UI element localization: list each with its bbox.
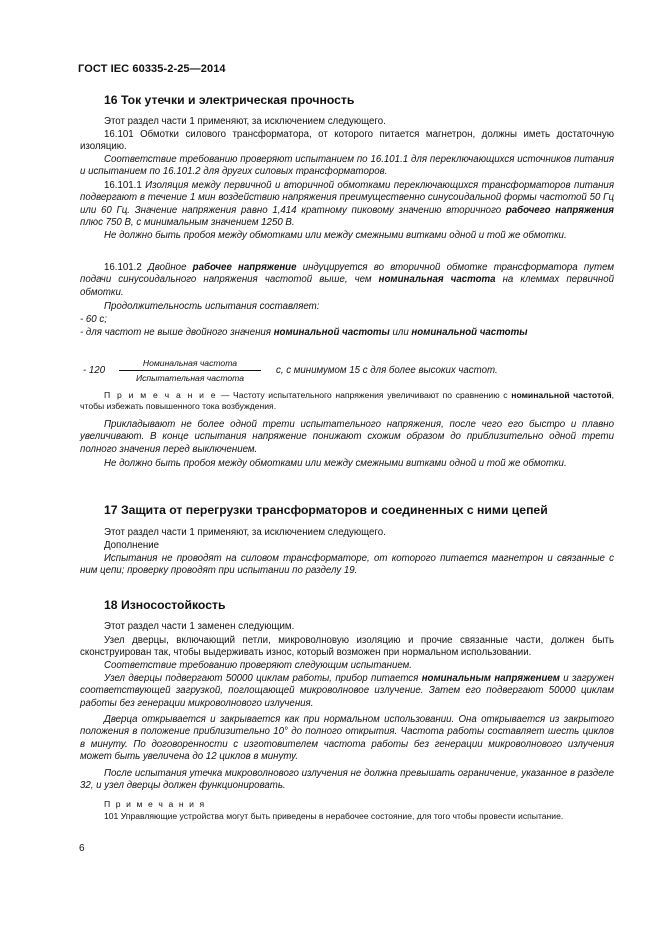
text-run: на клеммах первичной обмотки. bbox=[80, 274, 615, 298]
text-run: индуцируется во вторичной обмотке трансформатора путем подачи синусоидального напряжения частотой выше, чем bbox=[80, 262, 615, 286]
section-17-title: 17 Защита от перегрузки трансформаторов и соединенных с ними цепей bbox=[104, 503, 548, 517]
s17-paragraph-3: Испытания не проводят на силовом трансформаторе, от которого питается магнетрон и связанные с ним цепи; проверку проводят при испытании по разделу 19. bbox=[80, 553, 614, 577]
formula-numerator: Номинальная частота bbox=[142, 358, 238, 368]
s16-note bbox=[80, 390, 614, 412]
note-label: П р и м е ч а н и е bbox=[104, 390, 218, 400]
s18-paragraph-6: После испытания утечка микроволнового излучения не должна превышать ограничение, указанное в разделе 32, и узел дверцы должен функционировать. bbox=[80, 768, 614, 792]
text-run: - для частот не выше двойного значения bbox=[80, 327, 274, 338]
text-run: Изоляция между первичной и вторичной обмотками переключающихся трансформаторов питания подвергают в течение 1 мин воздействию напряжения преимущественно синусоидальной формы частотой 50 Гц или 60 Гц. Значение напряжения равно 1,414 кратному пиковому значению вторичного bbox=[80, 180, 614, 216]
s18-paragraph-4 bbox=[80, 673, 614, 710]
s16-paragraph-2: 16.101 Обмотки силового трансформатора, от которого питается магнетрон, должны иметь достаточную изоляцию. bbox=[80, 129, 614, 153]
text-run: или bbox=[389, 327, 412, 338]
s16-paragraph-3: Соответствие требованию проверяют испытанием по 16.101.1 для переключающихся источников питания и испытанием по 16.101.2 для других силовых трансформаторов. bbox=[80, 154, 614, 178]
s16-paragraph-16-101-2 bbox=[80, 262, 614, 299]
s18-paragraph-2: Узел дверцы, включающий петли, микроволновую изоляцию и прочие связанные части, должен быть сконструирован так, чтобы выдерживать износ, который возможен при нормальном использовании. bbox=[80, 635, 614, 659]
s16-paragraph-duration: Продолжительность испытания составляет: bbox=[104, 301, 320, 312]
text-run: Узел дверцы подвергают 50000 циклам работы, прибор питается bbox=[104, 673, 422, 684]
text-run: — Частоту испытательного напряжения увеличивают по сравнению с bbox=[217, 390, 512, 400]
s18-notes-label: П р и м е ч а н и я bbox=[104, 799, 206, 809]
text-run: , чтобы избежать повышенного тока возбуждения. bbox=[80, 390, 614, 411]
formula-prefix: - 120 bbox=[83, 365, 106, 376]
s16-list-item-60s: - 60 с; bbox=[80, 314, 107, 325]
document-id: ГОСТ IEC 60335-2-25—2014 bbox=[78, 63, 226, 75]
text-run: плюс 750 В, с минимальным значением 1250 В. bbox=[80, 217, 295, 229]
defined-term: номинальной частотой bbox=[511, 390, 612, 400]
defined-term: рабочее напряжение bbox=[192, 262, 297, 273]
clause-number: 16.101.1 bbox=[104, 180, 142, 191]
fraction-bar bbox=[119, 370, 261, 371]
text-run: и загружен соответствующей загрузкой, поглощающей микроволновое излучение. Затем его подвергают 50000 циклам работы без генерации микроволнового излучения. bbox=[80, 673, 615, 709]
defined-term: номинальной частоты bbox=[273, 327, 390, 338]
page-number: 6 bbox=[79, 843, 85, 854]
s16-paragraph-5: Не должно быть пробоя между обмотками или между смежными витками одной и той же обмотки. bbox=[104, 230, 567, 241]
s16-list-item-frequency bbox=[80, 327, 614, 339]
s16-paragraph-11: Не должно быть пробоя между обмотками или между смежными витками одной и той же обмотки. bbox=[104, 458, 567, 469]
s18-note-101: 101 Управляющие устройства могут быть приведены в нерабочее состояние, для того чтобы провести испытание. bbox=[104, 811, 564, 821]
s18-paragraph-1: Этот раздел части 1 заменен следующим. bbox=[104, 621, 295, 632]
defined-term: номинальным напряжением bbox=[421, 673, 560, 684]
formula-suffix: с, с минимумом 15 с для более высоких частот. bbox=[276, 365, 498, 376]
defined-term: рабочего напряжения bbox=[505, 204, 614, 216]
s16-paragraph-10: Прикладывают не более одной трети испытательного напряжения, после чего его быстро и плавно увеличивают. В конце испытания напряжение понижают схожим образом до приблизительно одной трети полного значения перед выключением. bbox=[80, 419, 614, 455]
formula-fraction bbox=[119, 357, 261, 384]
clause-number: 16.101.2 bbox=[104, 262, 142, 273]
s18-paragraph-3: Соответствие требованию проверяют следующим испытанием. bbox=[104, 660, 412, 671]
section-16-title: 16 Ток утечки и электрическая прочность bbox=[104, 93, 355, 107]
defined-term: номинальная частота bbox=[378, 274, 496, 286]
text-run: Двойное bbox=[141, 262, 193, 273]
s17-addition-label: Дополнение bbox=[104, 540, 160, 551]
s16-paragraph-16-101-1 bbox=[80, 180, 614, 230]
section-18-title: 18 Износостойкость bbox=[104, 598, 226, 612]
s17-paragraph-1: Этот раздел части 1 применяют, за исключением следующего. bbox=[104, 527, 386, 538]
s18-paragraph-5: Дверца открывается и закрывается как при нормальном использовании. Она открывается из закрытого положения в положение приблизительно 10° до полного открытия. Частота работы составляет шесть циклов в минуту. По договоренности с изготовителем частота работы без генерации микроволнового излучения может быть увеличена до 12 циклов в минуту. bbox=[80, 714, 614, 763]
formula-denominator: Испытательная частота bbox=[135, 373, 245, 383]
defined-term: номинальной частоты bbox=[411, 327, 528, 338]
duration-formula bbox=[80, 357, 614, 385]
s16-paragraph-1: Этот раздел части 1 применяют, за исключением следующего. bbox=[104, 116, 386, 127]
